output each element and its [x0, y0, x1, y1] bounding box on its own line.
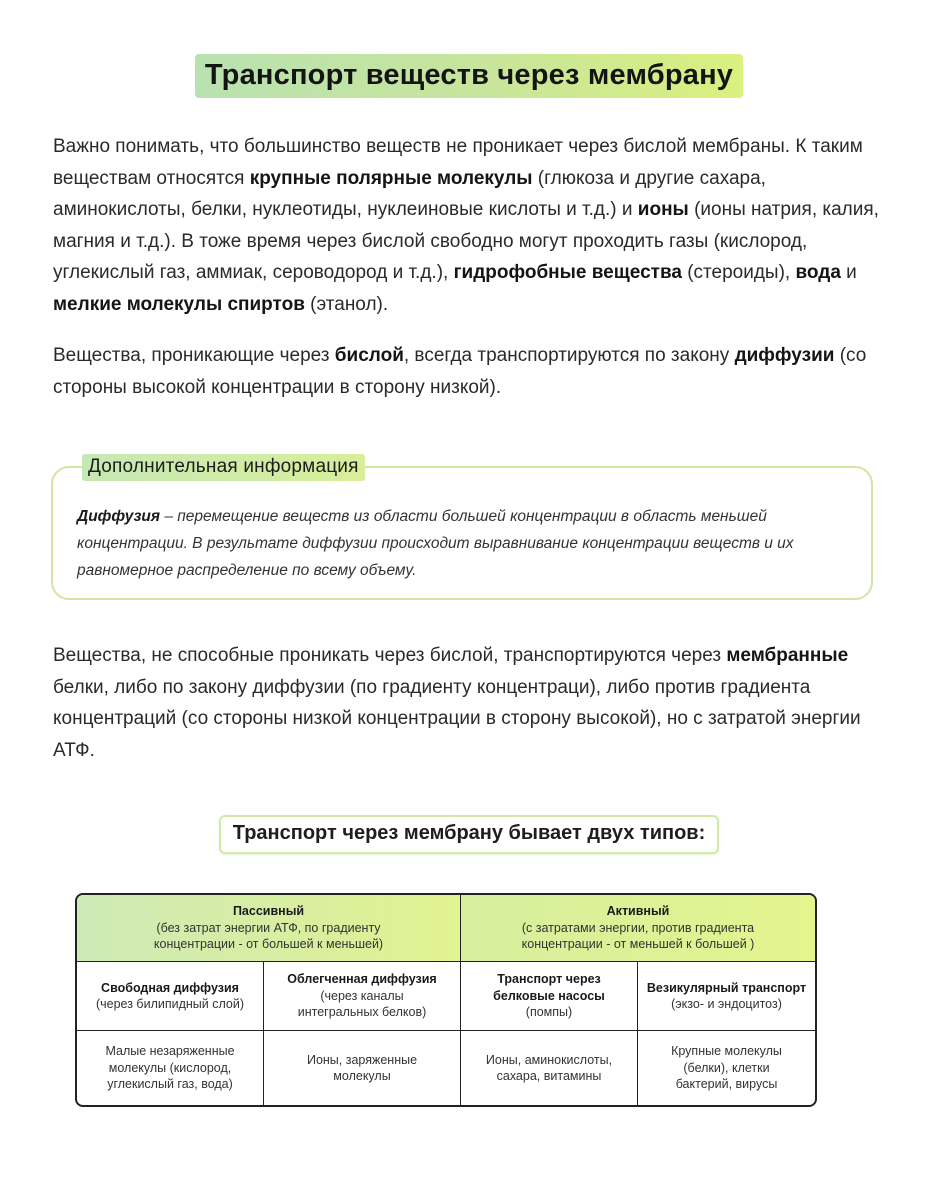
example-cell: Малые незаряженные молекулы (кислород, углекислый газ, вода)	[77, 1031, 264, 1105]
subtype-cell: Везикулярный транспорт (экзо- и эндоцитоз)	[638, 962, 815, 1031]
active-title: Активный	[606, 904, 670, 919]
table-row	[77, 962, 815, 1031]
membrane-paragraph: Вещества, не способные проникать через бислой, транспортируются через мембранные белки, либо по закону диффузии (по градиенту концентраци), либо против градиента концентраций (со стороны низкой концентрации в сторону высокой), но с затратой энергии АТФ.	[53, 645, 861, 761]
active-header	[461, 895, 815, 962]
bold-term: крупные полярные молекулы	[249, 167, 533, 189]
subtype-cell: Транспорт через белковые насосы (помпы)	[461, 962, 638, 1031]
passive-title: Пассивный	[232, 904, 305, 919]
diffusion-paragraph: Вещества, проникающие через бислой, всегда транспортируются по закону диффузии (со стороны высокой концентрации в сторону низкой).	[53, 345, 867, 398]
bold-term: вода	[795, 262, 841, 283]
bold-term: ионы	[637, 199, 689, 220]
bold-term: мембранные	[726, 645, 849, 666]
bold-term: мелкие молекулы спиртов	[53, 293, 305, 315]
intro-paragraph: Важно понимать, что большинство веществ не проникает через бислой мембраны. К таким веществам относятся крупные полярные молекулы (глюкоза и другие сахара, аминокислоты, белки, нуклеотиды, нуклеиновые кислоты и т.д.) и ионы (ионы натрия, калия, магния и т.д.). В тоже время через бислой свободно могут проходить газы (кислород, углекислый газ, аммиак, сероводород и т.д.), гидрофобные вещества (стероиды), вода и мелкие молекулы спиртов (этанол).	[53, 136, 879, 315]
info-term: Диффузия	[77, 508, 161, 525]
example-cell: Ионы, аминокислоты, сахара, витамины	[461, 1031, 638, 1105]
example-cell: Ионы, заряженные молекулы	[264, 1031, 461, 1105]
bold-term: гидрофобные вещества	[453, 262, 682, 283]
info-box-label: Дополнительная информация	[82, 454, 365, 481]
subtype-cell: Свободная диффузия (через билипидный слой)	[77, 962, 264, 1031]
transport-table	[75, 893, 817, 1107]
page-title: Транспорт веществ через мембрану	[195, 54, 743, 98]
passive-desc: (без затрат энергии АТФ, по градиенту концентрации - от большей к меньшей)	[153, 920, 384, 952]
passive-header	[77, 895, 461, 962]
bold-term: диффузии	[734, 345, 835, 366]
subtype-cell: Облегченная диффузия (через каналы интегральных белков)	[264, 962, 461, 1031]
example-cell: Крупные молекулы (белки), клетки бактерий, вирусы	[671, 1044, 782, 1092]
table-row	[77, 1031, 815, 1105]
table-header-row	[77, 895, 815, 962]
active-desc: (с затратами энергии, против градиента концентрации - от меньшей к большей )	[521, 920, 755, 952]
info-box-text: Диффузия – перемещение веществ из области большей концентрации в область меньшей концентрации. В результате диффузии происходит выравнивание концентрации веществ и их равномерное распределение по всему объему.	[77, 508, 794, 579]
bold-term: бислой	[334, 345, 404, 366]
transport-types-heading: Транспорт через мембрану бывает двух типов:	[219, 815, 720, 854]
